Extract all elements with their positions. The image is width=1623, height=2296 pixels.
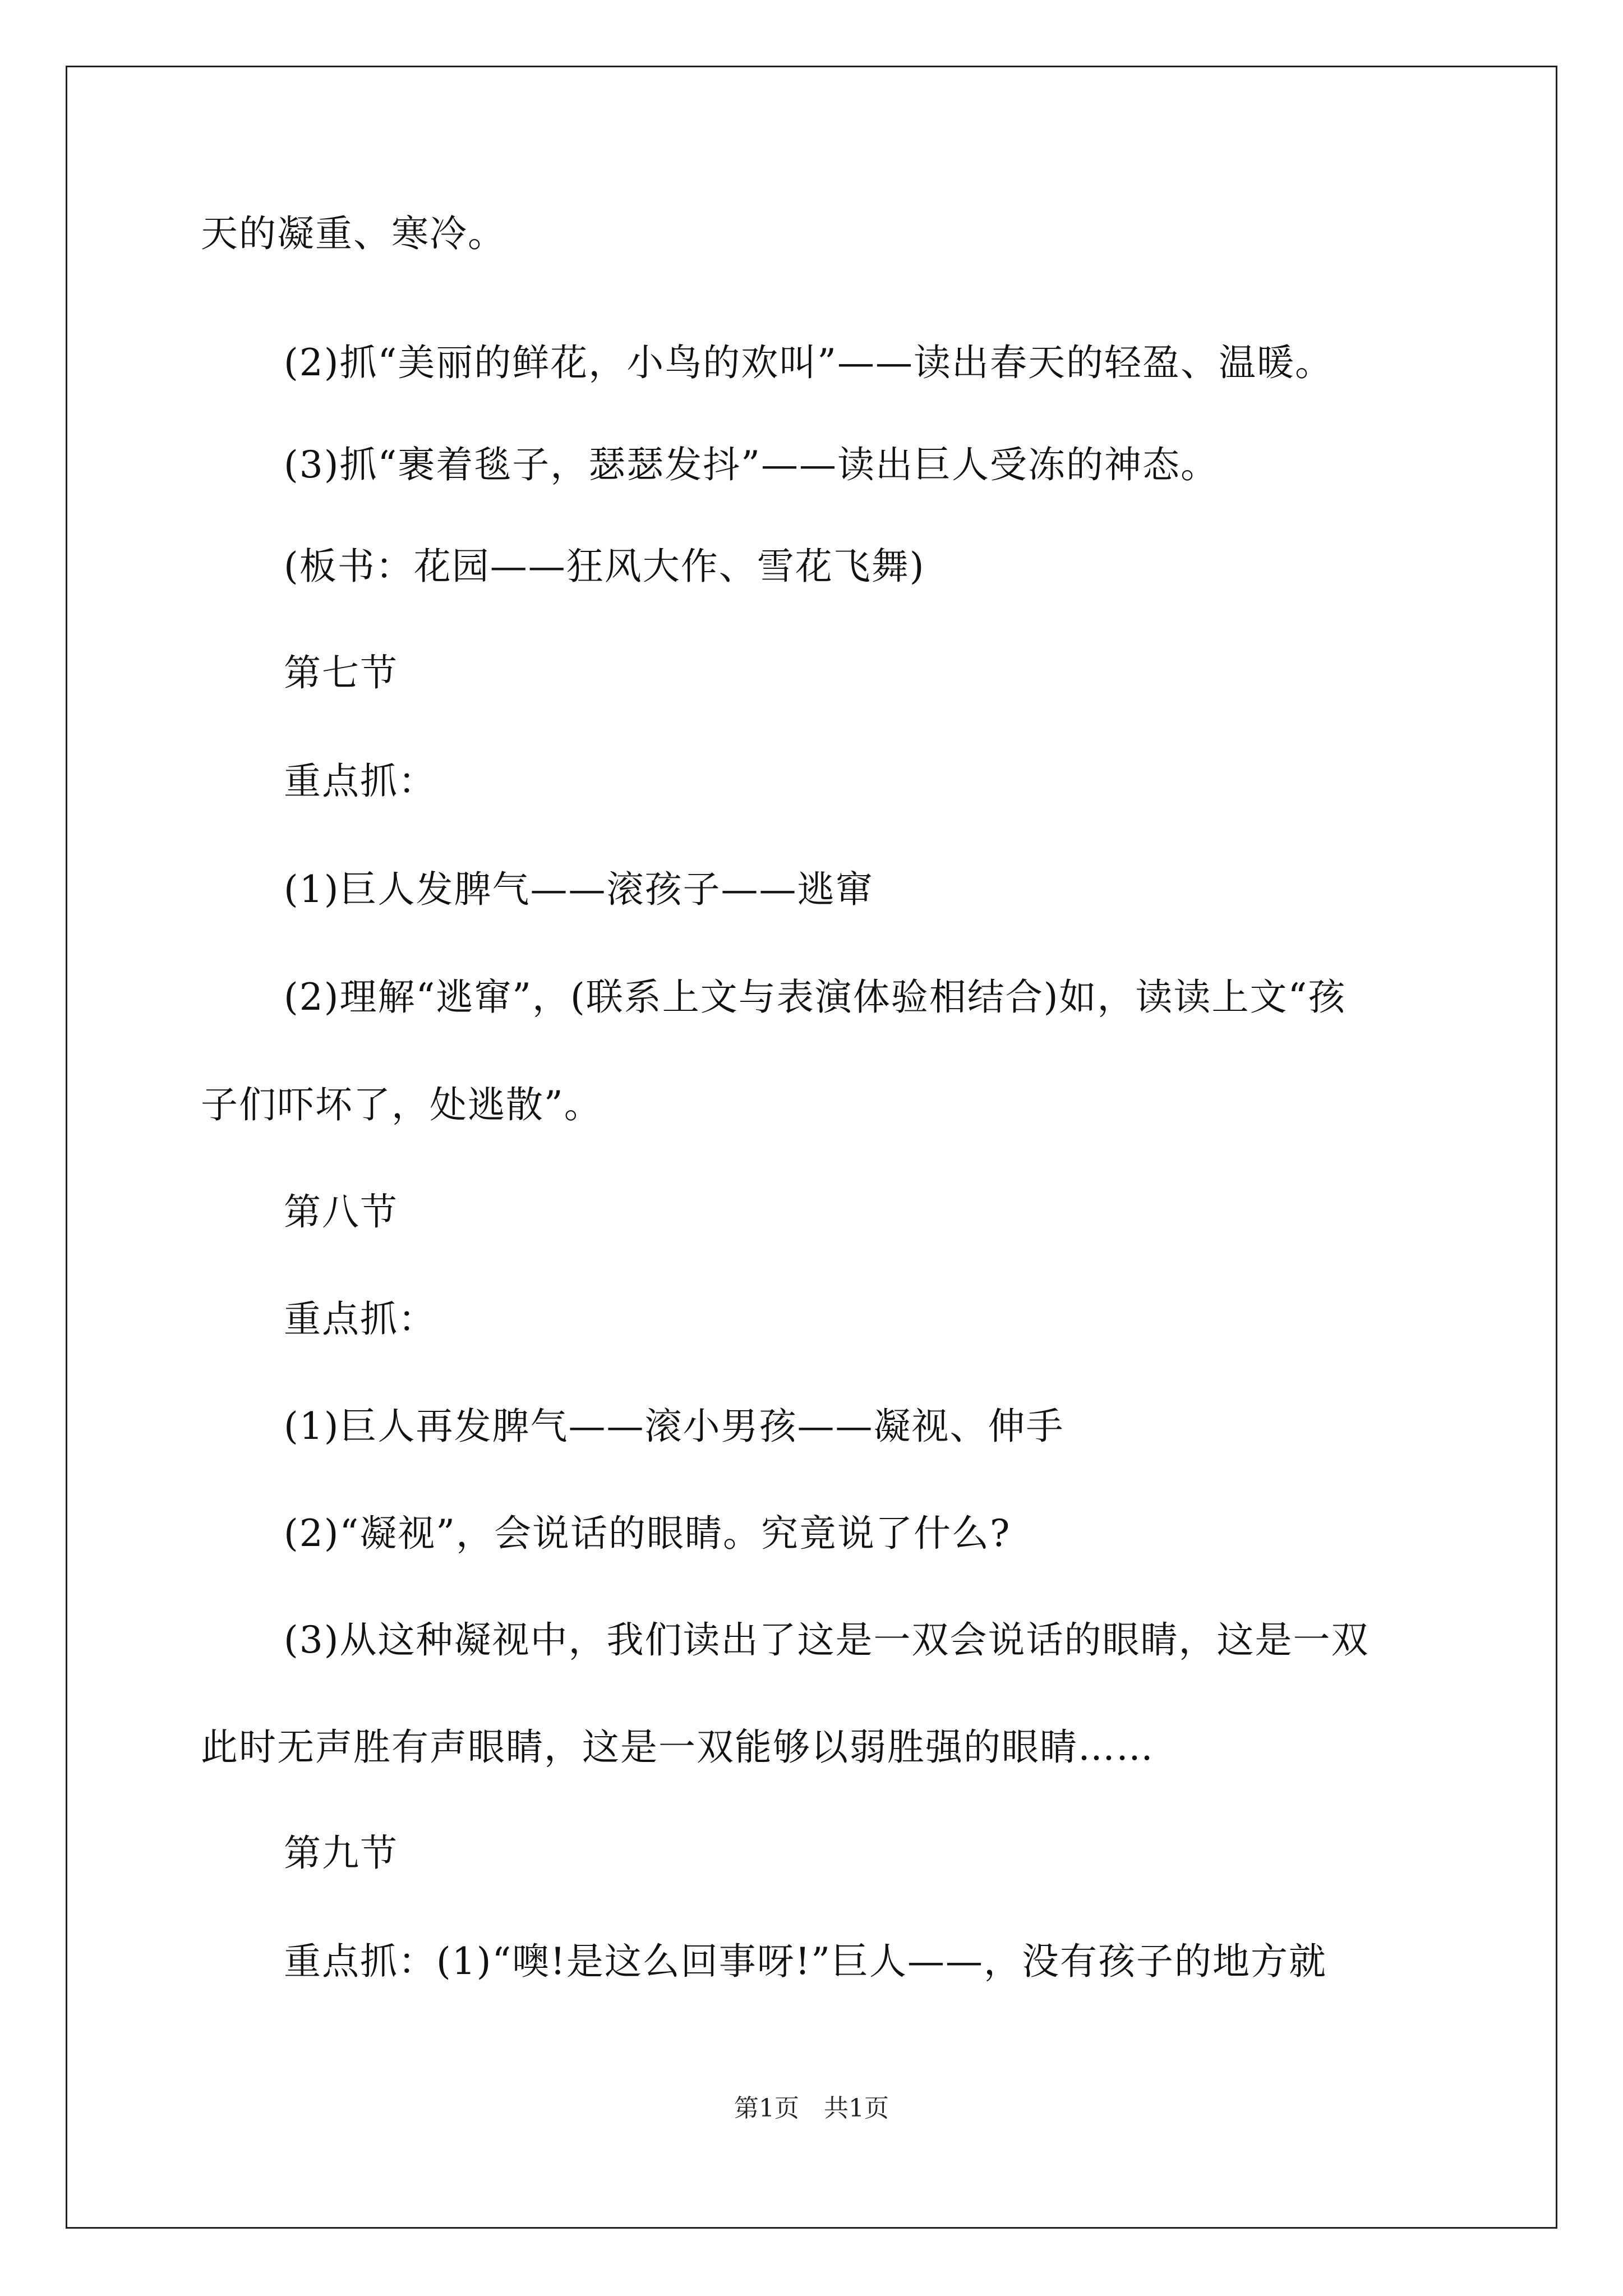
- section-heading: 第九节: [284, 1832, 398, 1875]
- paragraph-line: (2)“凝视”，会说话的眼睛。究竟说了什么?: [284, 1512, 1011, 1555]
- paragraph-line: 重点抓：: [284, 760, 436, 803]
- paragraph-line: (板书：花园——狂风大作、雪花飞舞): [284, 545, 925, 588]
- paragraph-line: 天的凝重、寒冷。: [201, 212, 506, 255]
- paragraph-line: (1)巨人发脾气——滚孩子——逃窜: [284, 868, 874, 911]
- paragraph-line: 重点抓：: [284, 1297, 436, 1341]
- page-footer: 第1页 共1页: [734, 2094, 889, 2123]
- page-border: [66, 66, 1557, 2229]
- section-heading: 第八节: [284, 1190, 398, 1234]
- paragraph-line: (3)抓“裹着毯子，瑟瑟发抖”——读出巨人受冻的神态。: [284, 443, 1219, 486]
- paragraph-line: (3)从这种凝视中，我们读出了这是一双会说话的眼睛，这是一双: [284, 1618, 1370, 1662]
- paragraph-line: 子们吓坏了，处逃散”。: [201, 1083, 602, 1126]
- paragraph-line: (1)巨人再发脾气——滚小男孩——凝视、伸手: [284, 1405, 1064, 1448]
- paragraph-line: (2)抓“美丽的鲜花，小鸟的欢叫”——读出春天的轻盈、温暖。: [284, 341, 1333, 384]
- paragraph-line: (2)理解“逃窜”，(联系上文与表演体验相结合)如，读读上文“孩: [284, 976, 1347, 1019]
- paragraph-line: 重点抓：(1)“噢!是这么回事呀!”巨人——，没有孩子的地方就: [284, 1940, 1327, 1983]
- section-heading: 第七节: [284, 651, 398, 694]
- paragraph-line: 此时无声胜有声眼睛，这是一双能够以弱胜强的眼睛……: [201, 1726, 1154, 1769]
